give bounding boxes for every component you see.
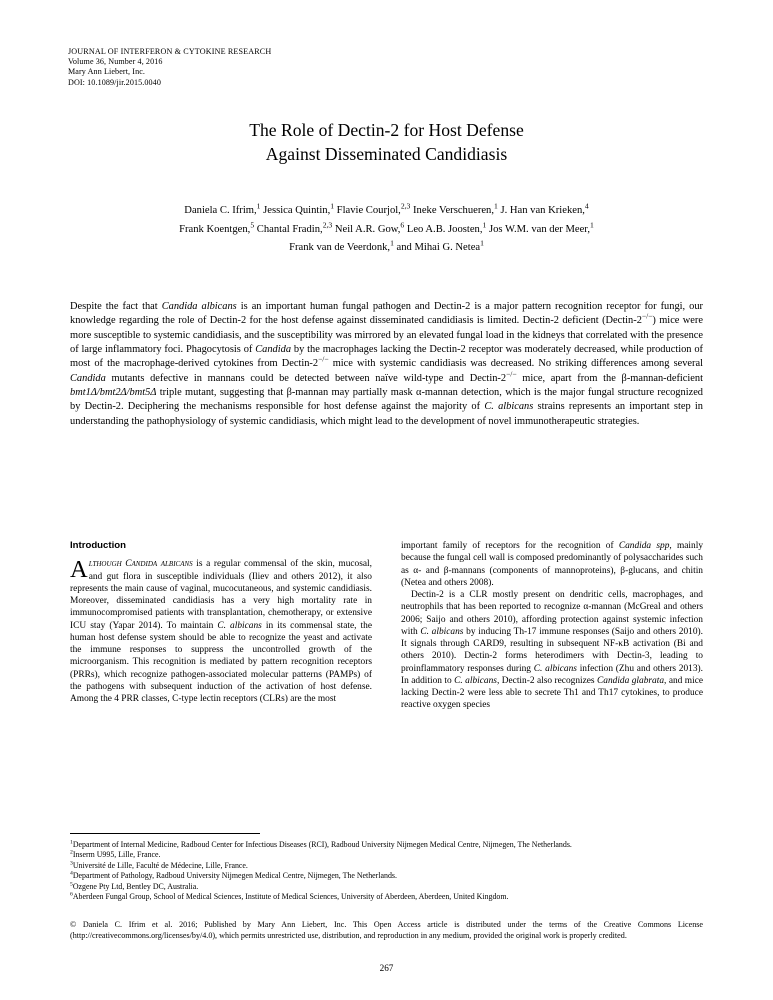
author-line-3: Frank van de Veerdonk,$^1$ and Mihai G. Netea$^1$ xyxy=(289,238,484,254)
author-line-2: Frank Koentgen,$^5$ Chantal Fradin,$^{2,3}$ Neil A.R. Gow,$^6$ Leo A.B. Joosten,$^1$ Jos W.M. van der Meer,$^1$ xyxy=(179,220,594,235)
intro-paragraph: Although Candida albicans is a regular commensal of the skin, mucosal, and gut flora in susceptible individuals (Iliev and others 2012), it also represents the main cause of vaginal, mucocutaneous, and systemic candidiasis. Moreover, disseminated candidiasis has a very high mortality rate in immunocompromised patients with transplantation, chemotherapy, or extensive ICU stay (Yapar 2014). To maintain C. albicans in its commensal state, the human host defense system should be able to recognize the yeast and activate the immune responses to suppress the uncontrolled growth of the microorganism. This recognition is mediated by pattern recognition receptors (PRRs), which recognize pathogen-associated molecular patterns (PAMPs) of the pathogens with subsequent induction of the activation of host defense. Among the 4 PRR classes, C-type lectin receptors (CLRs) are the most xyxy=(70,556,372,704)
journal-publisher: Mary Ann Liebert, Inc. xyxy=(68,67,146,77)
section-heading: Introduction xyxy=(70,540,126,551)
page-title xyxy=(68,118,705,166)
body-column-right xyxy=(401,540,703,712)
body-column-left xyxy=(70,540,372,705)
right-paragraph-1: important family of receptors for the recognition of Candida spp, mainly because the fungal cell wall is composed predominantly of polysaccharides such as α- and β-mannans (components of mannoproteins), β-glucans, and chitin (Netea and others 2008). xyxy=(401,541,704,588)
footnote-4: $^4$Department of Pathology, Radboud University Nijmegen Medical Centre, Nijmegen, The Netherlands. xyxy=(70,870,397,881)
author-list xyxy=(68,202,705,258)
right-paragraph-2: Dectin-2 is a CLR mostly present on dendritic cells, macrophages, and neutrophils that has been reported to recognize α-mannan (McGreal and others 2006; Saijo and others 2010), affording protection against systemic infection with C. albicans by inducing Th-17 immune responses (Saijo and others 2010). It signals through CARD9, resulting in subsequent NF-κB activation (Bi and others 2010). Dectin-2 forms heterodimers with Dectin-3, leading to proinflammatory responses during C. albicans infection (Zhu and others 2013). In addition to C. albicans, Dectin-2 also recognizes Candida glabrata, and mice lacking Dectin-2 were less able to secrete Th1 and Th17 cytokines, to produce reactive oxygen species xyxy=(401,590,704,711)
body-columns xyxy=(70,540,703,810)
page-number: 267 xyxy=(379,963,394,973)
affiliation-footnotes xyxy=(70,840,703,902)
author-line-1: Daniela C. Ifrim,$^1$ Jessica Quintin,$^1$ Flavie Courjol,$^{2,3}$ Ineke Verschueren,$^1$ J. Han van Krieken,$^4$ xyxy=(184,201,589,216)
footnote-1: $^1$Department of Internal Medicine, Radboud Center for Infectious Diseases (RCI), Radboud University Nijmegen Medical Centre, Nijmegen, The Netherlands. xyxy=(70,839,572,849)
abstract: Despite the fact that Candida albicans is an important human fungal pathogen and Dectin-2 is a major pattern recognition receptor for fungi, our knowledge regarding the role of Dectin-2 for the host defense against disseminated candidiasis is limited. Dectin-2 deficient (Dectin-2−/−) mice were more susceptible to systemic candidiasis, and the susceptibility was mirrored by an elevated fungal load in the kidneys that correlated with the presence of large inflammatory foci. Phagocytosis of Candida by the macrophages lacking the Dectin-2 receptor was moderately decreased, while production of most of the macrophage-derived cytokines from Dectin-2−/− mice with systemic candidiasis was decreased. No striking differences among several Candida mutants defective in mannans could be detected between naïve wild-type and Dectin-2−/− mice, apart from the β-mannan-deficient bmt1Δ/bmt2Δ/bmt5Δ triple mutant, suggesting that β-mannan may partially mask α-mannan detection, which is the major fungal structure recognized by Dectin-2. Deciphering the mechanisms responsible for host defense against the majority of C. albicans strains represents an important step in understanding the pathophysiology of systemic candidiasis, which might lead to the development of novel immunotherapeutic strategies. xyxy=(70,301,704,427)
footnote-6: $^6$Aberdeen Fungal Group, School of Medical Sciences, Institute of Medical Sciences, University of Aberdeen, Aberdeen, United Kingdom. xyxy=(70,891,509,902)
journal-header xyxy=(68,47,271,88)
drop-cap: A xyxy=(70,556,88,584)
copyright-notice: © Daniela C. Ifrim et al. 2016; Published by Mary Ann Liebert, Inc. This Open Access article is distributed under the terms of the Creative Commons License (http://creativecommons.org/licenses/by/4.0), which permits unrestricted use, distribution, and reproduction in any medium, provided the original work is properly credited. xyxy=(70,920,703,940)
title-line-2: Against Disseminated Candidiasis xyxy=(265,144,508,164)
footnote-3: $^3$Université de Lille, Faculté de Médecine, Lille, France. xyxy=(70,860,248,870)
footnote-5: $^5$Ozgene Pty Ltd, Bentley DC, Australia. xyxy=(70,881,199,891)
title-line-1: The Role of Dectin-2 for Host Defense xyxy=(249,120,524,140)
footnote-divider xyxy=(70,833,260,834)
journal-name: JOURNAL OF INTERFERON & CYTOKINE RESEARCH xyxy=(68,47,272,56)
footnote-2: $^2$Inserm U995, Lille, France. xyxy=(70,849,161,860)
paper-page xyxy=(68,0,705,1000)
journal-doi: DOI: 10.1089/jir.2015.0040 xyxy=(68,77,161,87)
journal-volume: Volume 36, Number 4, 2016 xyxy=(68,57,163,67)
